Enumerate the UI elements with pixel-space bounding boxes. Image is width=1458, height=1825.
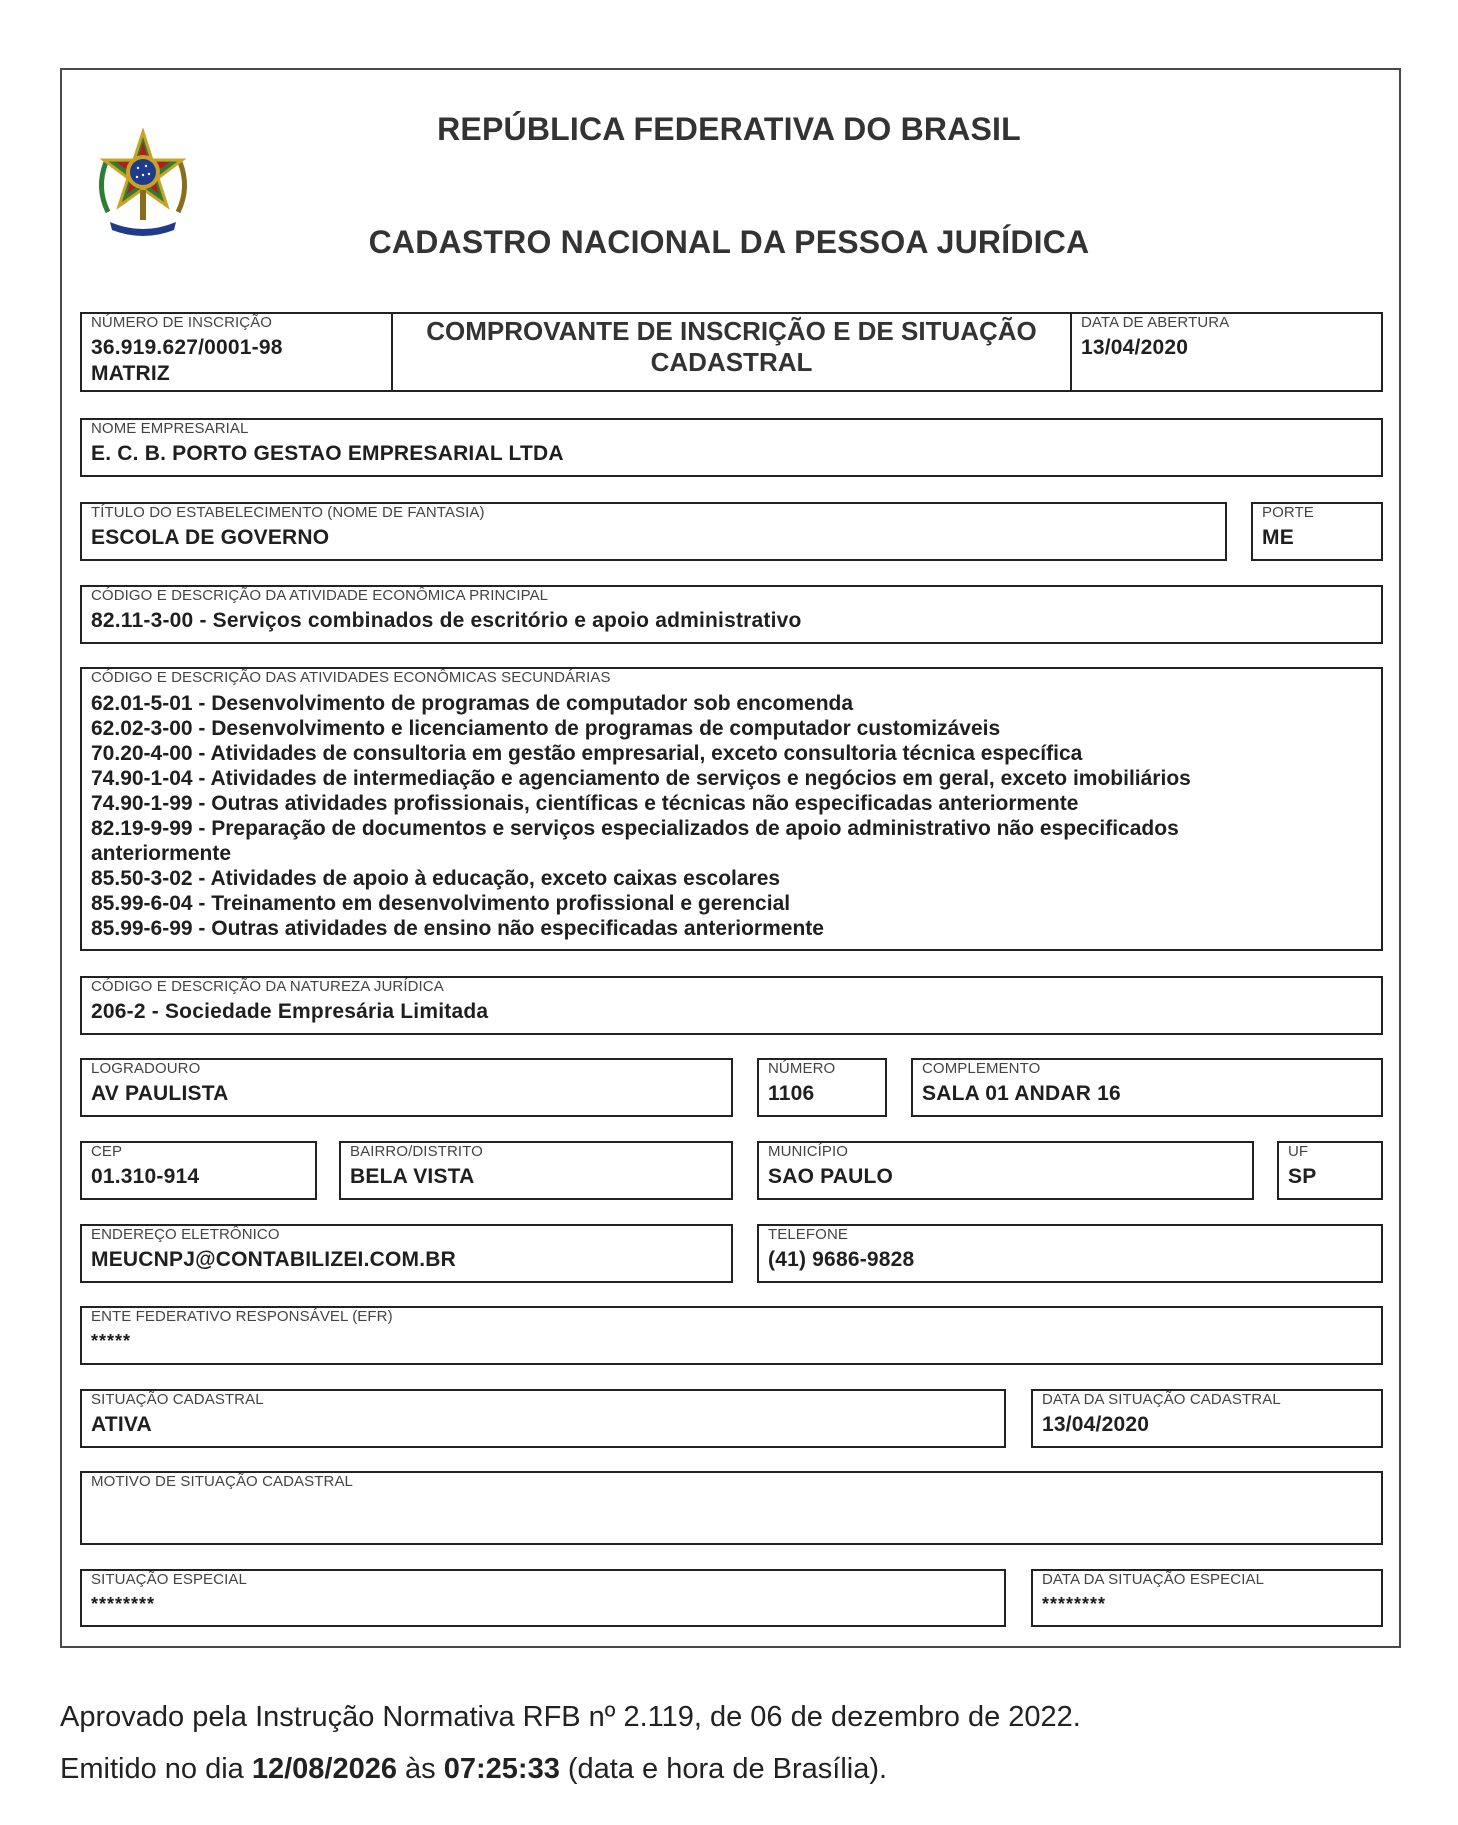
atividades-secundarias-label: CÓDIGO E DESCRIÇÃO DAS ATIVIDADES ECONÔMICAS SECUNDÁRIAS [91, 669, 611, 686]
data-situacao-especial-value: ******** [1042, 1594, 1107, 1614]
telefone-value: (41) 9686-9828 [768, 1248, 915, 1271]
atividade-principal-value: 82.11-3-00 - Serviços combinados de escritório e apoio administrativo [91, 609, 802, 632]
abertura-value: 13/04/2020 [1081, 336, 1189, 359]
cep-label: CEP [91, 1143, 123, 1160]
logradouro-field [80, 1058, 733, 1117]
emission-time: 07:25:33 [443, 1753, 560, 1785]
inscricao-label: NÚMERO DE INSCRIÇÃO [91, 314, 273, 331]
complemento-field [911, 1058, 1383, 1117]
emission-mid: às [396, 1753, 444, 1785]
porte-value: ME [1262, 526, 1294, 549]
numero-value: 1106 [768, 1082, 815, 1105]
data-situacao-cadastral-label: DATA DA SITUAÇÃO CADASTRAL [1042, 1391, 1281, 1408]
data-situacao-cadastral-value: 13/04/2020 [1042, 1413, 1150, 1436]
inscricao-field [80, 312, 393, 392]
comprovante-title [393, 316, 1070, 378]
bairro-value: BELA VISTA [350, 1165, 475, 1188]
comprovante-title-box [391, 312, 1072, 392]
list-item: 74.90-1-99 - Outras atividades profissionais, científicas e técnicas não especificadas anteriormente [91, 792, 1079, 815]
emission-date: 12/08/2026 [251, 1753, 397, 1785]
list-item: 70.20-4-00 - Atividades de consultoria em gestão empresarial, exceto consultoria técnica específica [91, 742, 1083, 765]
atividade-principal-field [80, 585, 1383, 644]
page-subtitle: CADASTRO NACIONAL DA PESSOA JURÍDICA [368, 224, 1090, 260]
numero-field [757, 1058, 887, 1117]
emission-suffix: (data e hora de Brasília). [559, 1753, 888, 1785]
abertura-label: DATA DE ABERTURA [1081, 314, 1230, 331]
comprovante-title-line1: COMPROVANTE DE INSCRIÇÃO E DE SITUAÇÃO [426, 316, 1037, 346]
uf-value: SP [1288, 1165, 1317, 1188]
efr-value: ***** [91, 1331, 132, 1351]
telefone-field [757, 1224, 1383, 1283]
numero-label: NÚMERO [768, 1060, 836, 1077]
logradouro-label: LOGRADOURO [91, 1060, 201, 1077]
list-item: 74.90-1-04 - Atividades de intermediação e agenciamento de serviços e negócios em geral, exceto imobiliários [91, 767, 1191, 790]
situacao-especial-value: ******** [91, 1594, 156, 1614]
nome-fantasia-value: ESCOLA DE GOVERNO [91, 526, 330, 549]
motivo-situacao-label: MOTIVO DE SITUAÇÃO CADASTRAL [91, 1473, 354, 1490]
porte-field [1251, 502, 1383, 561]
efr-label: ENTE FEDERATIVO RESPONSÁVEL (EFR) [91, 1308, 393, 1325]
complemento-value: SALA 01 ANDAR 16 [922, 1082, 1121, 1105]
bairro-field [339, 1141, 733, 1200]
municipio-value: SAO PAULO [768, 1165, 894, 1188]
inscricao-value: 36.919.627/0001-98 [91, 336, 283, 359]
natureza-juridica-value: 206-2 - Sociedade Empresária Limitada [91, 1000, 489, 1023]
email-value: MEUCNPJ@CONTABILIZEI.COM.BR [91, 1248, 456, 1271]
inscricao-type: MATRIZ [91, 362, 170, 385]
approval-note: Aprovado pela Instrução Normativa RFB nº 2.119, de 06 de dezembro de 2022. [60, 1701, 1081, 1733]
atividades-secundarias-list [91, 691, 1373, 941]
list-item: anteriormente [91, 842, 232, 865]
logradouro-value: AV PAULISTA [91, 1082, 229, 1105]
atividade-principal-label: CÓDIGO E DESCRIÇÃO DA ATIVIDADE ECONÔMICA PRINCIPAL [91, 587, 549, 604]
nome-empresarial-field [80, 418, 1383, 477]
complemento-label: COMPLEMENTO [922, 1060, 1041, 1077]
data-situacao-especial-label: DATA DA SITUAÇÃO ESPECIAL [1042, 1571, 1265, 1588]
list-item: 85.99-6-04 - Treinamento em desenvolvimento profissional e gerencial [91, 892, 791, 915]
nome-empresarial-value: E. C. B. PORTO GESTAO EMPRESARIAL LTDA [91, 442, 564, 465]
email-label: ENDEREÇO ELETRÔNICO [91, 1226, 280, 1243]
natureza-juridica-label: CÓDIGO E DESCRIÇÃO DA NATUREZA JURÍDICA [91, 978, 444, 995]
porte-label: PORTE [1262, 504, 1314, 521]
situacao-especial-label: SITUAÇÃO ESPECIAL [91, 1571, 247, 1588]
list-item: 85.99-6-99 - Outras atividades de ensino não especificadas anteriormente [91, 917, 824, 940]
cep-value: 01.310-914 [91, 1165, 200, 1188]
abertura-field [1070, 312, 1383, 392]
uf-label: UF [1288, 1143, 1309, 1160]
situacao-cadastral-value: ATIVA [91, 1413, 152, 1436]
uf-field [1277, 1141, 1383, 1200]
list-item: 62.01-5-01 - Desenvolvimento de programas de computador sob encomenda [91, 692, 854, 715]
nome-empresarial-label: NOME EMPRESARIAL [91, 420, 249, 437]
municipio-field [757, 1141, 1254, 1200]
emission-prefix: Emitido no dia [60, 1753, 252, 1785]
data-situacao-cadastral-field [1031, 1389, 1383, 1448]
municipio-label: MUNICÍPIO [768, 1143, 849, 1160]
situacao-cadastral-label: SITUAÇÃO CADASTRAL [91, 1391, 264, 1408]
natureza-juridica-field [80, 976, 1383, 1035]
list-item: 85.50-3-02 - Atividades de apoio à educação, exceto caixas escolares [91, 867, 781, 890]
cep-field [80, 1141, 317, 1200]
list-item: 62.02-3-00 - Desenvolvimento e licenciamento de programas de computador customizáveis [91, 717, 1001, 740]
efr-field [80, 1306, 1383, 1365]
motivo-situacao-field [80, 1471, 1383, 1545]
nome-fantasia-label: TÍTULO DO ESTABELECIMENTO (NOME DE FANTASIA) [91, 504, 485, 521]
situacao-cadastral-field [80, 1389, 1006, 1448]
situacao-especial-field [80, 1569, 1006, 1627]
email-field [80, 1224, 733, 1283]
bairro-label: BAIRRO/DISTRITO [350, 1143, 483, 1160]
data-situacao-especial-field [1031, 1569, 1383, 1627]
page-title: REPÚBLICA FEDERATIVA DO BRASIL [437, 111, 1021, 147]
list-item: 82.19-9-99 - Preparação de documentos e serviços especializados de apoio administrativo não especificados [91, 817, 1179, 840]
telefone-label: TELEFONE [768, 1226, 848, 1243]
comprovante-title-line2: CADASTRAL [650, 347, 813, 377]
emission-note [60, 1753, 887, 1786]
atividades-secundarias-field [80, 667, 1383, 951]
nome-fantasia-field [80, 502, 1227, 561]
